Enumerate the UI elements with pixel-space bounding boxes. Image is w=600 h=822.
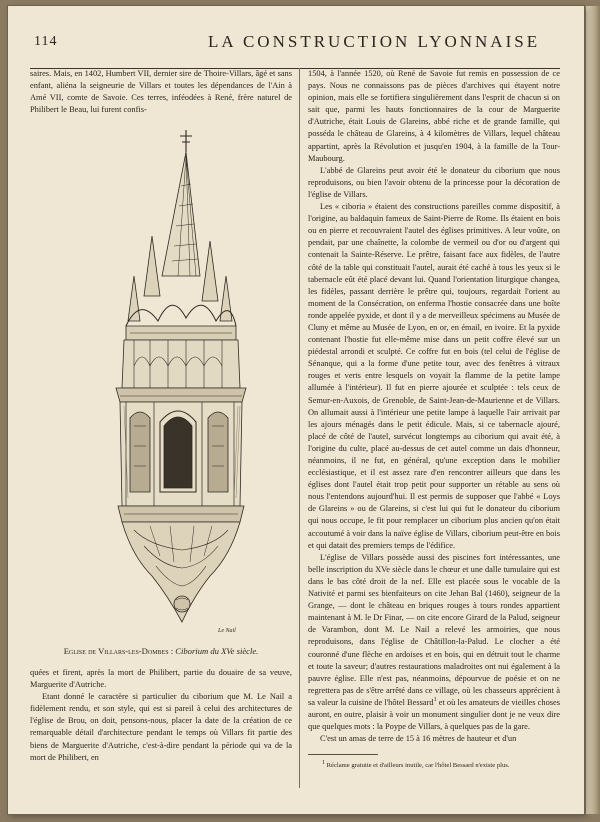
figure-caption <box>30 646 292 656</box>
paragraph: Etant donné le caractère si particulier du ciborium que M. Le Nail a fidèlement rendu, et son style, qui est si pareil à celui des architectures de l'église de Brou, on doit, pensons-nous, placer la date de la création de ce remarquable détail d'architecture pendant le temps où Villars fit partie des biens de Marguerite d'Autriche, c'est-à-dire pendant la période qui va de la mort de Philibert, en <box>30 692 292 762</box>
footnote <box>322 761 562 770</box>
paragraph: 1504, à l'année 1520, où René de Savoie fut remis en possession de ce pays. Nous ne connaissons pas de pièces d'archives qui étayent notre opinion, mais elle se fortifiera singulièrement dans l'esprit de chacun si on sait que, parmi les hauts fonctionnaires de la cour de Marguerite d'Autriche, était Louis de Glareins, abbé riche et de grande famille, qui posséda le château de Glareins, à 4 kilomètres de Villars, lequel château appartint, après la Révolution et jusqu'en 1904, à la famille de la Tour-Maubourg. <box>308 69 560 163</box>
ciborium-engraving-icon <box>90 126 250 636</box>
book-spine-edge <box>586 6 600 814</box>
right-column-text <box>308 68 560 745</box>
paragraph: C'est un amas de terre de 15 à 16 mètres de hauteur et d'un <box>320 734 517 744</box>
paragraph <box>308 552 560 733</box>
left-column-bottom-text <box>30 667 292 764</box>
footnote-mark: 1 <box>322 759 325 766</box>
footnote-rule <box>308 754 378 755</box>
paragraph: quées et firent, après la mort de Philibert, partie du douaire de sa veuve, Marguerite d'Autriche. <box>30 668 292 690</box>
page-header <box>8 28 584 58</box>
caption-title: Ciborium du XVe siècle. <box>175 646 259 656</box>
footnote-reference: 1 <box>433 697 437 704</box>
paragraph: L'abbé de Glareins peut avoir été le donateur du ciborium que nous reproduisons, ou bien l'avoir obtenu de la princesse pour la décoration de l'église de Villars. <box>308 165 560 199</box>
paragraph-text: et où les amateurs de vieilles choses auront, en outre, plaisir à voir un monument singulier dont je ne veux dire que quelques mots : la Poype de Villars, à quelques pas de la gare. <box>308 697 561 732</box>
running-title: LA CONSTRUCTION LYONNAISE <box>208 32 541 51</box>
book-page <box>8 6 584 814</box>
page-number: 114 <box>34 34 58 49</box>
paragraph: saires. Mais, en 1402, Humbert VII, dernier sire de Thoire-Villars, âgé et sans enfant, aliéna la seigneurie de Villars et toutes les dépendances de l'Ain à Amé VII, comte de Savoie. Ces terres, inféodées à René, frère naturel de Philibert le Beau, lui furent confis- <box>30 69 292 115</box>
column-divider <box>299 68 300 788</box>
illustration-signature: Le Nail <box>218 628 236 634</box>
left-column-top-text <box>30 68 292 116</box>
caption-separator: : <box>168 646 176 656</box>
footnote-text: Réclame gratuite et d'ailleurs inutile, car l'hôtel Bessard n'existe plus. <box>326 762 510 769</box>
paragraph-text: L'église de Villars possède aussi des piscines fort intéressantes, une belle inscription du XVe siècle dans le chœur et une dalle tumulaire qui est dans le bas côté droit de la nef. Elle est placée sous le vocable de la Nativité et parmi ses bienfaiteurs on cite Jehan Bal (1460), seigneur de la Grange, — dont le château en briques rouges à tours rondes appartient maintenant à M. le Dr Finar, — on cite encore Girard de la Palud, seigneur de Varambon, dont M. Le Nail a relevé les armoiries, que nous reproduisons, dans l'église de Châtillon-la-Palud. Le clocher a été couronné d'une flèche en ardoises et en bois, qui en détruit tout le charme et toute la saveur; d'autres restaurations maladroites ont nui également à la pauvre église. Elle n'est pas, néanmoins, dépourvue de poésie et on ne regrettera pas de s'être arrêté dans ce village, où les chasseurs apprécient à sa valeur la cuisine de l'hôtel Bessard <box>308 552 560 707</box>
paragraph: Les « ciboria » étaient des constructions pareilles comme dispositif, à l'origine, au baldaquin fameux de Saint-Pierre de Rome. Ils étaient en bois ou en pierre et recouvraient l'autel des églises primitives. A leur voûte, on pendait, par une chaînette, la colombe de vermeil ou d'or ou d'argent qui contenait la Sainte-Réserve. Le prêtre, faisant face aux fidèles, de l'autre côté de la table qui constituait l'autel, aurait été caché à tous les yeux si le tabernacle eût été placé devant lui. Quand l'orientation liturgique changea, les fidèles, passant derrière le prêtre qui, toujours, regardait l'orient au moment de la Consécration, on enferma l'hostie consacrée dans une boîte ronde appelée pyxide, et dont il y a de merveilleux spécimens au Musée de Cluny et même au Musée de Lyon, en or, en émail, en ivoire. Et la pyxide contenant l'hostie fut elle-même mise dans un petit coffre élevé sur un piédestal arrondi et sculpté. Ce coffre fut en bois (tel celui de l'église de Sénanque, qui a la forme d'une petite tour, avec des fenêtres à vitraux rouges et verts entre lesquels on voyait la flamme de la petite lampe allumée à l'intérieur). Il fut en pierre ajourée et sculptée : tels ceux de Semur-en-Auxois, de Grenoble, de Saint-Jean-de-Maurienne et de Villars. On allumait aussi à l'intérieur une petite lampe à laquelle l'air arrivait par les ajours ménagés dans le petit édicule. Mais, si ce tabernacle ajouré, placé de côté de l'autel, survécut longtemps au ciborium qui avait été, à l'origine du culte, placé au-dessus de cet autel comme un dais d'honneur, néanmoins, il ne fut, en général, qu'une exception dans le mobilier ecclésiastique, et il est assez rare d'en rencontrer ailleurs que dans les églises dont l'autel était trop petit pour supporter un rétable au sens où nous l'entendons aujourd'hui. Il est permis de supposer que l'abbé « Loys de Glareins » ou de Glareins, si c'est lui qui fut le donateur du ciborium qui nous occupe, le fit pour remplacer un ciborium plus ancien qu'on était accoutumé à voir dans la naïve église de Villars, ciborium peut-être en bois et qui datait des premiers temps de l'édifice. <box>308 202 560 550</box>
caption-place: Eglise de Villars-les-Dombes <box>63 646 169 656</box>
